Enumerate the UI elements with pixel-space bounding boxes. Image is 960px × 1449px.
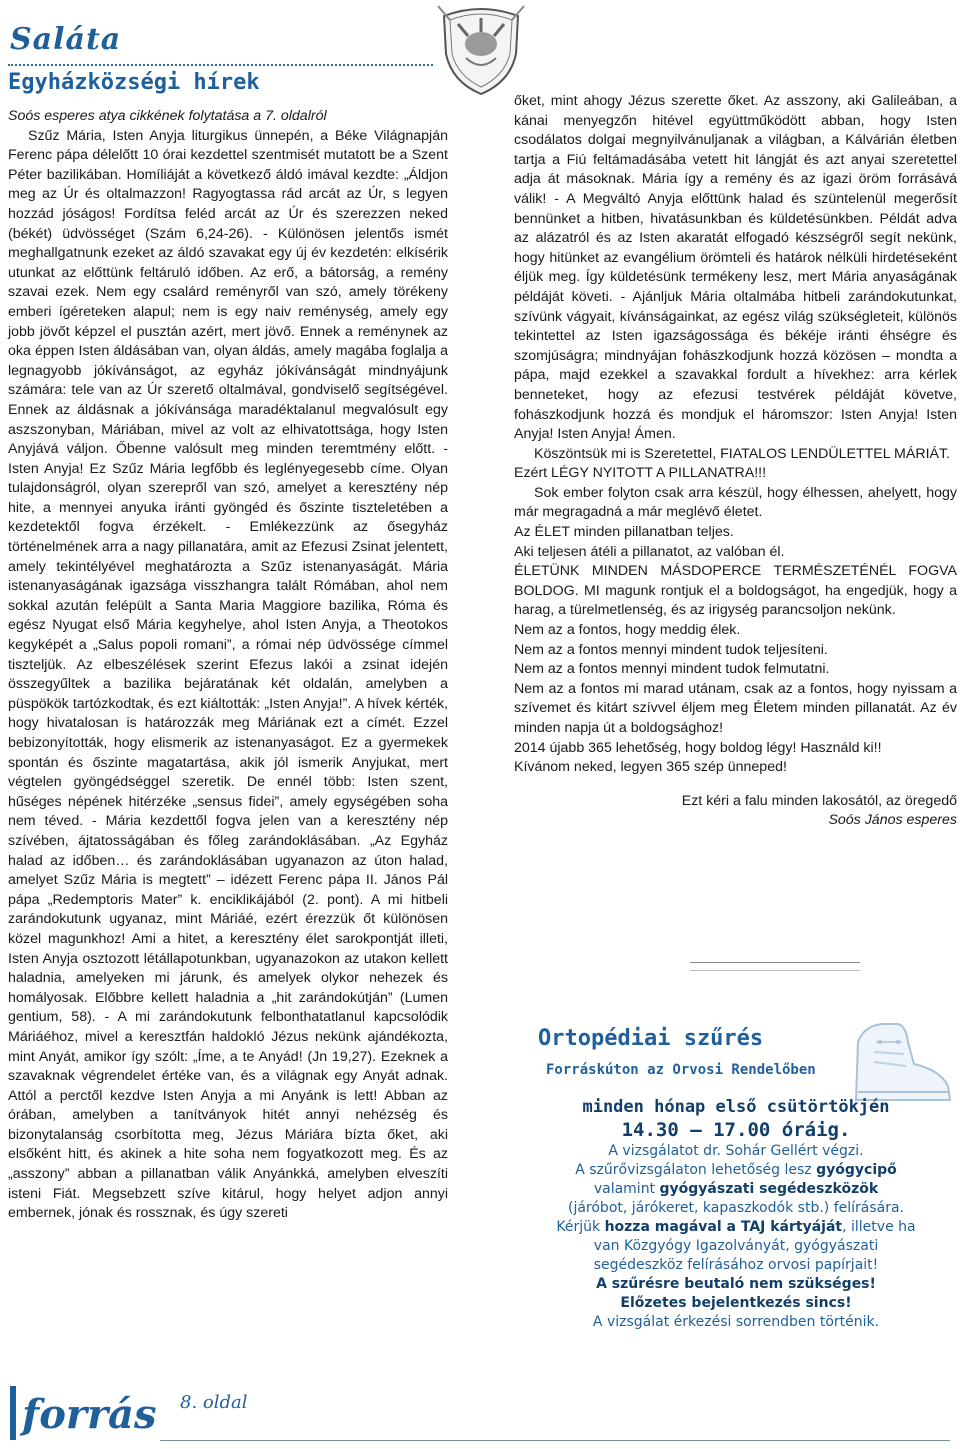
article-paragraph: Kívánom neked, legyen 365 szép ünneped! (514, 759, 787, 776)
article-left-column (8, 107, 448, 1224)
page-title: Egyházközségi hírek (8, 70, 260, 95)
ad-order-line: A vizsgálat érkezési sorrendben történik. (592, 1314, 880, 1330)
article-body-left: Szűz Mária, Isten Anyja liturgikus ünnepén, a Béke Világnapján Ferenc pápa délelőtt 10 órai kezdettel szentmisét mutatott be a Szent Péter bazilikában. Homíliáját a következő áldó imával kezdte: „Áldjon meg az Úr és oltalmazzon! Ragyogtassa rád arcát az Úr, s legyen hozzád jóságos! Fordítsa feléd arcát az Úr és szerezzen neked (békét) üdvösséget (Szám 6,24-26). - Különösen jelentős ismét meghallgatnunk ezeket az áldó szavakat egy új év kezdetén: elkísérik utunkat az előttünk feltáruló időben. Az erő, a bátorság, a remény szavai ezek. Nem egy csalárd reményről van szó, amely törékeny emberi ígéreteken alapul; nem is egy naiv reménység, amely egy jobb jövőt képzel el pusztán azért, mert jövő. Ennek a reménynek az oka éppen Isten áldásában van, olyan áldás, amely magába foglalja a legnagyobb jókívánságot, az egyház jókívánságát mindnyájunk számára: tele van az Úr szerető oltalmával, gondviselő segítségével. Ennek az áldásnak a jókívánsága maradéktalanul megvalósult egy aszszonyban, Máriában, mivel az volt az elhivatottsága, hogy Isten Anyjává váljon. Őbenne valósult meg minden teremtmény előtt. - Isten Anyja! Ez Szűz Mária legfőbb és leglényegesebb címe. Olyan tulajdonságról, olyan szerepről van szó, amelyet a keresztény nép hite, a mennyei anyuka iránti gyöngéd és őszinte tiszteletében a kezdetektől fogva érzékelt. - Emlékezzünk az ősegyház történelmének arra a nagy pillanatára, amit az Efezusi Zsinat jelentett, amely tekintélyével meghatározta a Szűz istenanyaságát. Mária istenanyaságának igazsága visszhangra talált Rómában, ahol nem sokkal azután felépült a Santa Maria Maggiore bazilika, Róma és egész Nyugat első Mária kegyhelye, ahol Isten Anyja, a Theotokos kegyképét a „Salus popoli romani”, a római nép üdvössége címmel tiszteljük. Az elbeszélések szerint Efezus lakói a zsinat idején összegyűltek a bazilika bejáratának két oldalán, amelyben a püspökök tartózkodtak, és ezt kiáltották: „Isten Anyja!”. A hívek kérték, hogy hivatalosan is határozzák meg Máriának ezt a címét. Ezzel bebizonyították, hogy elismerik az istenanyaságot. Ez a gyermekek spontán és őszinte magatartása, akik jól ismerik Anyjukat, mert végtelen gyöngédséggel szeretik. De ennél több: Isten szent, hűséges népének hitérzéke „sensus fidei”, amely egységében soha nem téved. - Mária kezdettől fogva jelen van a keresztény nép szívében, ájtatosságában és főleg zarándoklásában. „Az Egyház halad az időben… és zarándoklásában ugyanazon az úton halad, amelyet Szűz Mária is megtett” – idézett Ferenc pápa II. János Pál pápa „Redemptoris Mater” k. enciklikájából (2. pont). A mi hitbeli zarándokutunk ugyanaz, mint Máriáé, ezért érezzük őt különösen közel magunkhoz! Ami a hitet, a keresztény élet sarokpontját illeti, Isten Anyja osztozott létállapotunkban, ugyanazokon az utakon kellett haladnia, amelyeken mi járunk, és amelyek olykor nehezek és homályosak. Előbbre kellett haladnia a „hit zarándokútján” (Lumen gentium, 58). - A mi zarándokutunk felbonthatatlanul kapcsolódik Máriáéhoz, mivel a keresztfán haldokló Jézus nekünk ajándékozta, mint Anyát, amikor így szólt: „Íme, a te Anyád! (Jn 19,27). Ezeknek a szavaknak végrendelet értéke van, és a világnak egy Anyát adnak. Attól a perctől kezdve Isten Anyja a mi Anyánk is lett! Abban az órában, amelyben a tanítványok hitét annyi nehézség és bizonytalanság csorbította meg, Jézus Máriára bízta őket, aki elsőként hitt, és akinek a hite soha nem fogyatkozott meg. És az „asszony” abban a pillanatban válik Anyánkká, amelyben elveszíti isteni Fiát. Megsebzett szíve kitárul, hogy helyet adjon annyi embernek, jónak és rossznak, és úgy szereti (8, 127, 448, 1222)
signature-divider-secondary (690, 970, 860, 971)
section-title: Saláta (10, 22, 122, 57)
ad-no-referral: A szűrésre beutaló nem szükséges! (596, 1276, 876, 1292)
ad-details (518, 1142, 954, 1332)
article-closing: Ezt kéri a falu minden lakosától, az öregedő (681, 792, 957, 809)
ad-doctor-line: A vizsgálatot dr. Sohár Gellért végzi. (608, 1143, 864, 1159)
ad-no-appointment: Előzetes bejelentkezés sincs! (620, 1295, 852, 1311)
article-paragraph: 2014 újabb 365 lehetőség, hogy boldog légy! Használd ki!! (514, 739, 882, 756)
article-paragraph: Köszöntsük mi is Szeretettel, FIATALOS LENDÜLETTEL MÁRIÁT. (534, 445, 951, 462)
article-paragraph: Nem az a fontos mi marad utánam, csak az a fontos, hogy nyissam a szívemet és kitárt szívvel éljem meg Életem minden pillanatát. Az év minden napja út a boldogsághoz! (514, 680, 957, 736)
ad-schedule: minden hónap első csütörtökjén (582, 1097, 890, 1117)
ad-subtitle: Forráskúton az Orvosi Rendelőben (546, 1062, 816, 1078)
article-paragraph: Sok ember folyton csak arra készül, hogy élhessen, ahelyett, hogy már megragadná a már meglévő életet. (514, 484, 957, 521)
article-paragraph: Nem az a fontos mennyi mindent tudok teljesíteni. (514, 641, 828, 658)
coat-of-arms-icon (436, 2, 526, 96)
article-byline: Soós esperes atya cikkének folytatása a 7. oldalról (8, 108, 327, 124)
ad-devices-examples: (járóbot, járókeret, kapaszkodók stb.) felírására. (567, 1200, 905, 1216)
signature-divider (690, 962, 860, 963)
orthopedic-screening-ad (518, 1008, 954, 1348)
header-divider (8, 64, 433, 66)
ad-orthotic-line: A szűrővizsgálaton lehetőség lesz gyógycipő (575, 1162, 897, 1178)
article-paragraph: Az ÉLET minden pillanatban teljes. (514, 524, 734, 541)
article-signature: Soós János esperes (828, 812, 957, 829)
ad-title: Ortopédiai szűrés (538, 1026, 764, 1051)
svg-text:forrás: forrás (22, 1391, 157, 1438)
ad-devices-line: valamint gyógyászati segédeszközök (593, 1181, 879, 1197)
ad-time: 14.30 – 17.00 óráig. (621, 1119, 851, 1141)
ad-papers-line: segédeszköz felírásához orvosi papírjait! (593, 1257, 879, 1273)
ad-taj-line: Kérjük hozza magával a TAJ kártyáját, illetve ha (556, 1219, 916, 1235)
article-paragraph: Nem az a fontos mennyi mindent tudok felmutatni. (514, 661, 830, 678)
footer-divider (160, 1440, 950, 1441)
article-paragraph: Nem az a fontos, hogy meddig élek. (514, 622, 741, 639)
forras-logo-icon (8, 1382, 158, 1444)
article-paragraph: Aki teljesen átéli a pillanatot, az valóban él. (514, 543, 785, 560)
article-paragraph: ÉLETÜNK MINDEN MÁSDOPERCE TERMÉSZETÉNÉL FOGVA BOLDOG. MI magunk rontjuk el a boldogságot, ha engedjük, hogy a harag, a türelmetlenség, és az irigység parancsoljon nekünk. (514, 563, 957, 619)
article-paragraph: őket, mint ahogy Jézus szerette őket. Az asszony, aki Galileában, a kánai menyegzőn hitével együttműködött abban, hogy Isten csodálatos dolgai megnyilvánuljanak a világban, a Kálvárián életben tartja a Fiú feltámadásába vetett hit lángját és azt anyai szeretettel adja át másoknak. Mária így a remény és az igazi öröm forrásává válik! - A Megváltó Anyja előttünk halad és szüntelenül megerősít bennünket a hitben, hivatásunkban és küldetésünkben. Példát adva az alázatról és az Isten akaratát elfogadó készségről segít nekünk, hogy hitünket az evangélium örömteli és határok nélküli hirdetéseként éljük meg. Így küldetésünk termékeny lesz, mert Mária anyaságának példáját követi. - Ajánljuk Mária oltalmába hitbeli zarándokutunkat, szívünk vágyait, kívánságainkat, az egész világ szükségleteit, különös tekintettel az Isten igazságossága és békéje iránti éhségre és szomjúságra; mindnyájan fohászkodjunk hozzá közösen – mondta a pápa, majd ezekkel a szavakkal fordult a hívekhez: arra kérlek benneteket, hogy az efezusi testvérek példáját követve, fohászkodjunk hozzá és mondjuk el háromszor: Isten Anyja! Isten Anyja! Isten Anyja! Ámen. (514, 93, 957, 443)
ad-card-line: van Közgyógy Igazolványát, gyógyászati (593, 1238, 879, 1254)
article-paragraph: Ezért LÉGY NYITOTT A PILLANATRA!!! (514, 465, 767, 482)
page-number: 8. oldal (180, 1392, 248, 1413)
article-right-column (514, 92, 957, 831)
